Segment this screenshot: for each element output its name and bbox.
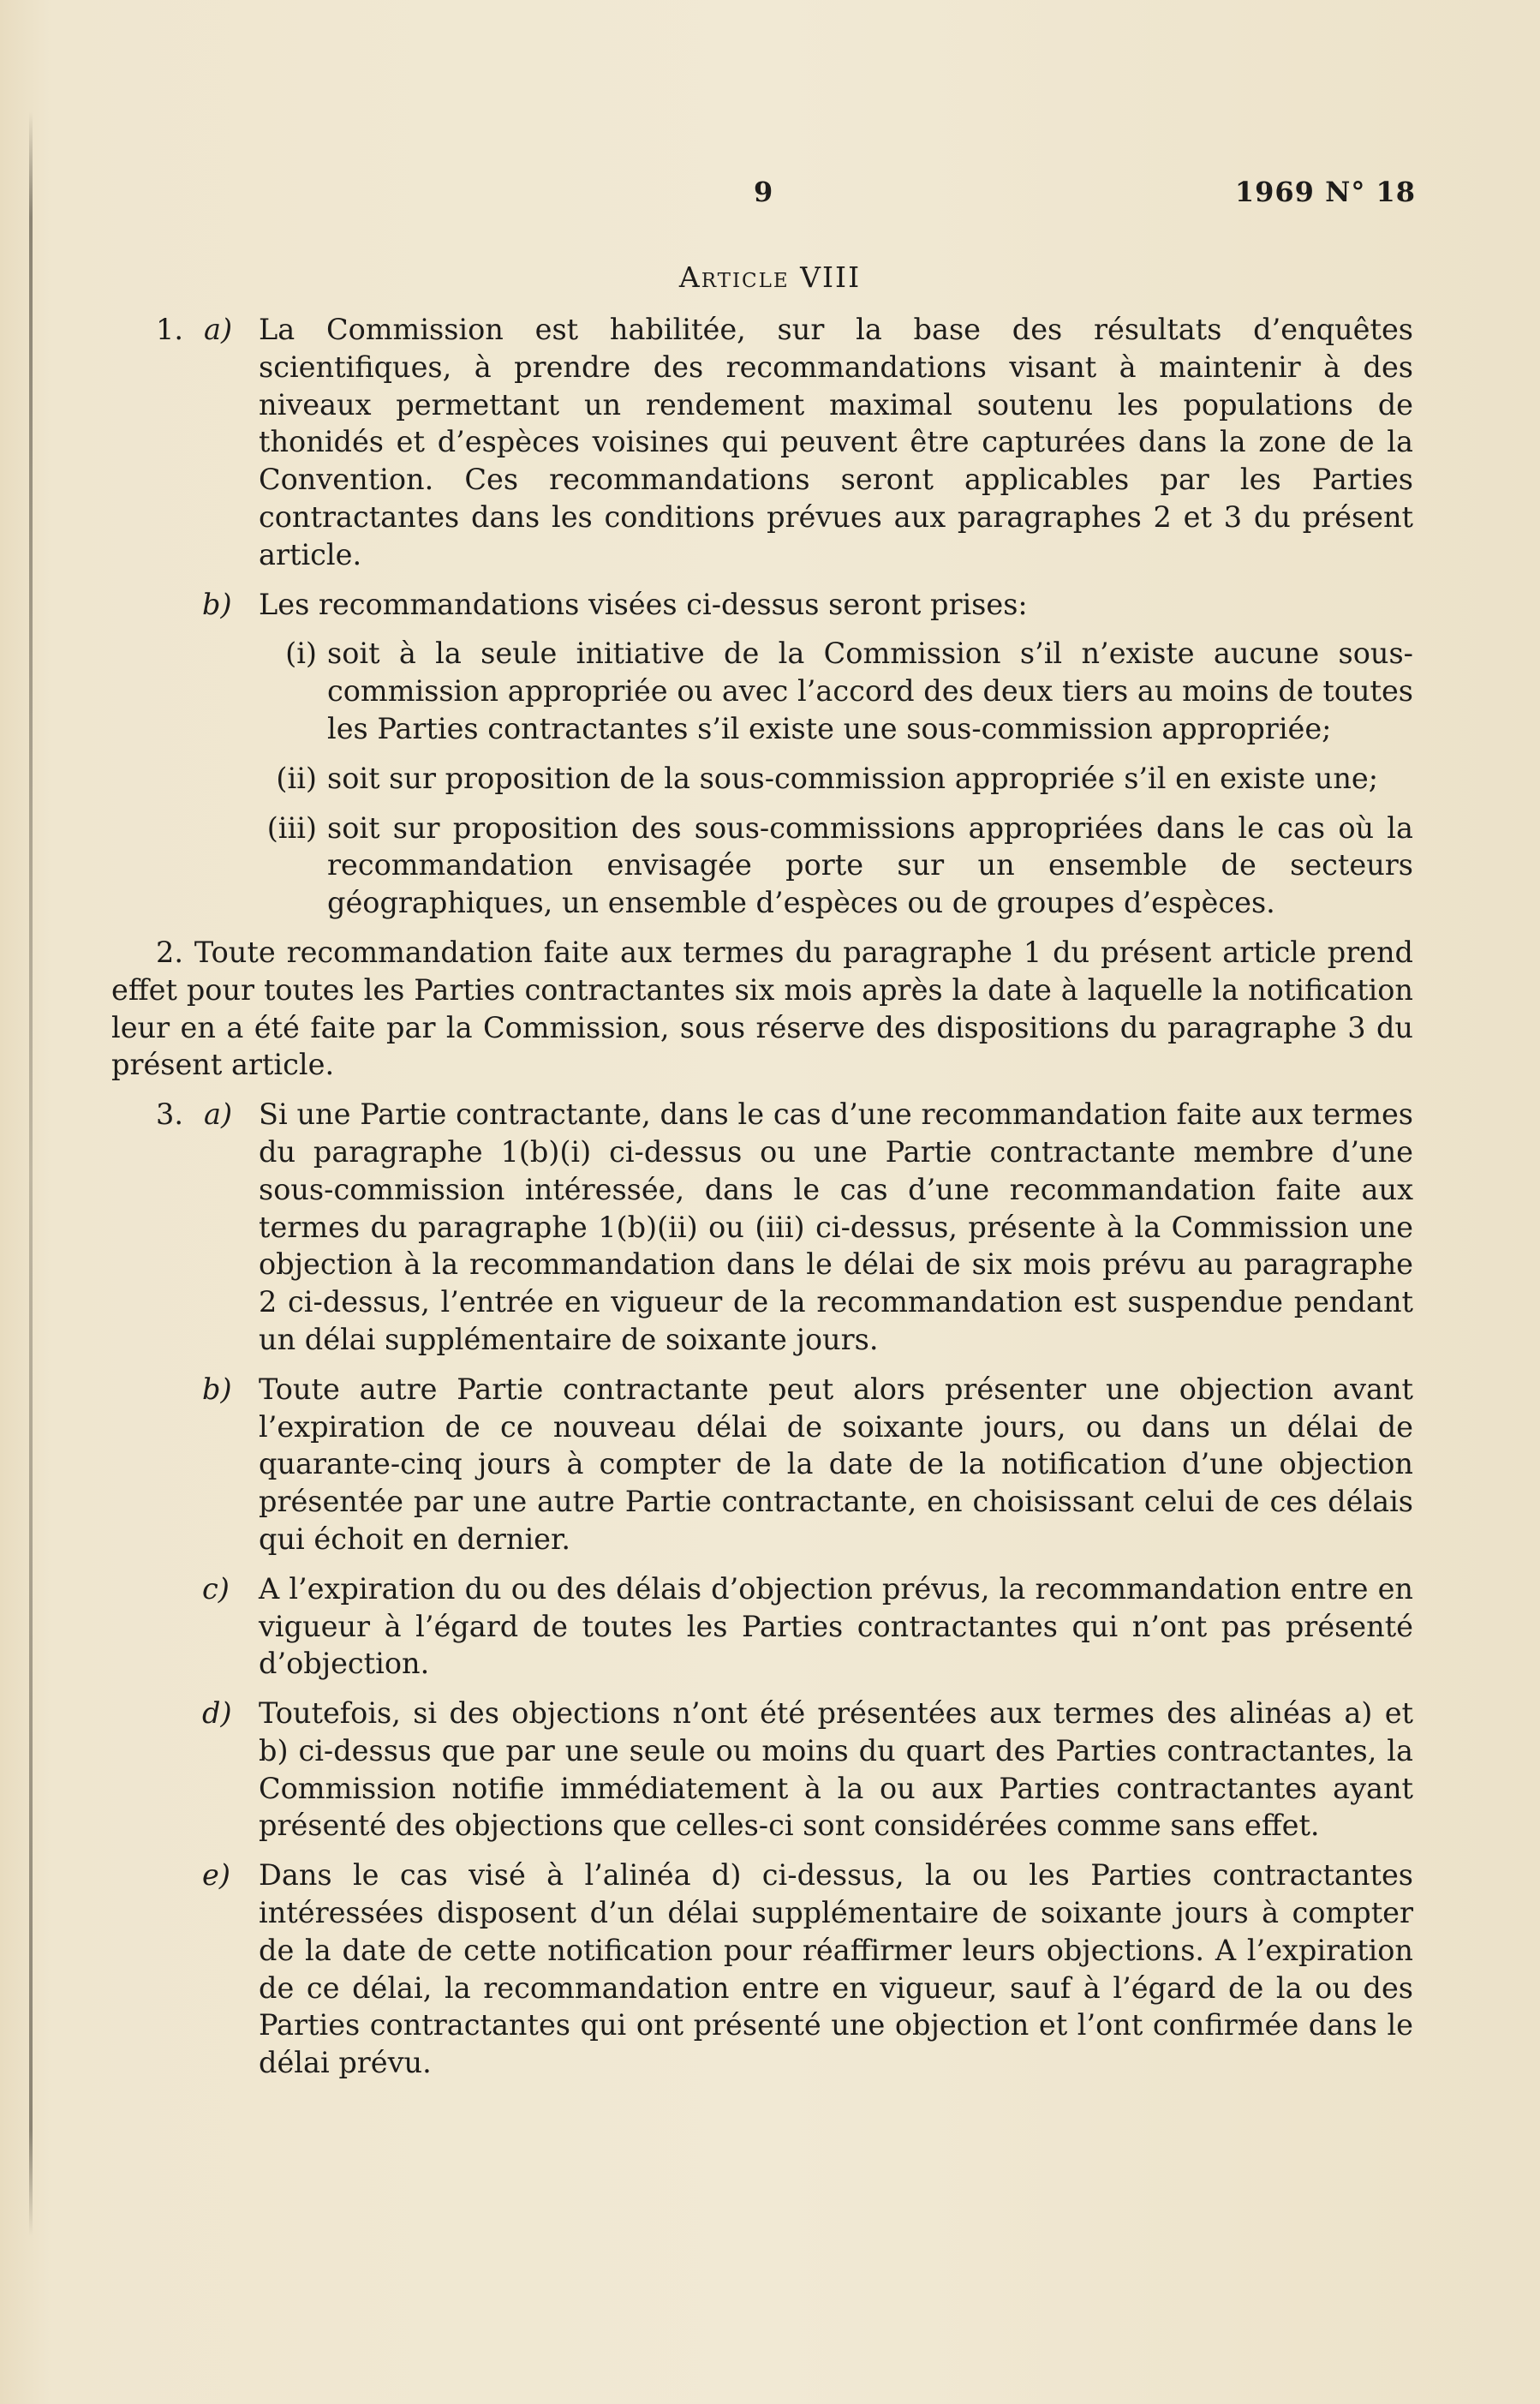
paragraph-text: A l’expiration du ou des délais d’objection prévus, la recommandation entre en vigueur à l’égard de toutes les Parties contractantes qui n’ont pas présenté d’objection. <box>259 1571 1413 1681</box>
item-label: (i) <box>285 637 317 671</box>
paragraph-text: Si une Partie contractante, dans le cas d’une recommandation faite aux termes du paragraphe 1(b)(i) ci-dessus ou une Partie contractante membre d’une sous-commission intéressée, dans le cas d’une recommandation faite aux termes du paragraphe 1(b)(ii) ou (iii) ci-dessus, présente à la Commission une objection à la recommandation dans le délai de six mois prévu au paragraphe 2 ci-dessus, l’entrée en vigueur de la recommandation est suspendue pendant un délai supplémentaire de soixante jours. <box>259 1097 1413 1356</box>
document-reference: 1969 N° 18 <box>1234 176 1416 208</box>
paragraph-text: La Commission est habilitée, sur la base des résultats d’enquêtes scientifiques, à prendre des recommandations visant à maintenir à des niveaux permettant un rendement maximal soutenu les populations de thonidés et d’espèces voisines qui peuvent être capturées dans la zone de la Convention. Ces recommandations seront applicables par les Parties contractantes dans les conditions prévues aux paragraphes 2 et 3 du présent article. <box>259 313 1413 571</box>
page-header <box>0 176 1540 210</box>
item-text: soit à la seule initiative de la Commission s’il n’existe aucune sous-commission appropriée ou avec l’accord des deux tiers au moins de toutes les Parties contractantes s’il existe une sous-commission appropriée; <box>327 637 1413 745</box>
subparagraph-label: b) <box>202 1372 232 1406</box>
paragraph-2: 2. Toute recommandation faite aux termes du paragraphe 1 du présent article prend effet pour toutes les Parties contractantes six mois après la date à laquelle la notification leur en a été faite par la Commission, sous réserve des dispositions du paragraphe 3 du présent article. <box>111 935 1413 1082</box>
paragraph-number: 3. <box>156 1097 183 1132</box>
article-body <box>111 311 1413 2094</box>
binding-shadow <box>29 111 33 2236</box>
item-iii <box>111 810 1413 922</box>
paragraph-3c <box>111 1570 1413 1683</box>
paragraph-text: Les recommandations visées ci-dessus seront prises: <box>259 587 1028 621</box>
item-text: soit sur proposition des sous-commissions appropriées dans le cas où la recommandation envisagée porte sur un ensemble de secteurs géographiques, un ensemble d’espèces ou de groupes d’espèces. <box>327 810 1413 920</box>
subparagraph-label: c) <box>202 1571 230 1606</box>
paragraph-3d <box>111 1695 1413 1845</box>
subparagraph-label: a) <box>204 313 233 346</box>
page-number: 9 <box>754 176 774 208</box>
subparagraph-label: d) <box>202 1696 232 1731</box>
paragraph-1b <box>111 586 1413 624</box>
item-label: (ii) <box>276 761 317 795</box>
paragraph-3b <box>111 1371 1413 1558</box>
item-i <box>111 635 1413 747</box>
paragraph-3a <box>111 1096 1413 1359</box>
subparagraph-label: b) <box>202 587 232 621</box>
paragraph-3e <box>111 1857 1413 2082</box>
item-text: soit sur proposition de la sous-commission appropriée s’il en existe une; <box>327 761 1379 795</box>
item-label: (iii) <box>266 810 317 845</box>
subparagraph-label: a) <box>204 1097 233 1132</box>
paragraph-1a <box>111 311 1413 574</box>
item-ii <box>111 760 1413 798</box>
article-heading: Article VIII <box>678 260 862 294</box>
paragraph-text: Toutefois, si des objections n’ont été présentées aux termes des alinéas a) et b) ci-dessus que par une seule ou moins du quart des Parties contractantes, la Commission notifie immédiatement à la ou aux Parties contractantes ayant présenté des objections que celles-ci sont considérées comme sans effet. <box>259 1696 1413 1843</box>
paragraph-text: Dans le cas visé à l’alinéa d) ci-dessus, la ou les Parties contractantes intéressées disposent d’un délai supplémentaire de soixante jours à compter de la date de cette notification pour réaffirmer leurs objections. A l’expiration de ce délai, la recommandation entre en vigueur, sauf à l’égard de la ou des Parties contractantes qui ont présenté une objection et l’ont confirmée dans le délai prévu. <box>259 1858 1413 2080</box>
subparagraph-label: e) <box>202 1858 230 1893</box>
paragraph-number: 1. <box>156 313 183 346</box>
paragraph-text: Toute autre Partie contractante peut alors présenter une objection avant l’expiration de ce nouveau délai de soixante jours, ou dans un délai de quarante-cinq jours à compter de la date de la notification d’une objection présentée par une autre Partie contractante, en choisissant celui de ces délais qui échoit en dernier. <box>259 1372 1413 1556</box>
